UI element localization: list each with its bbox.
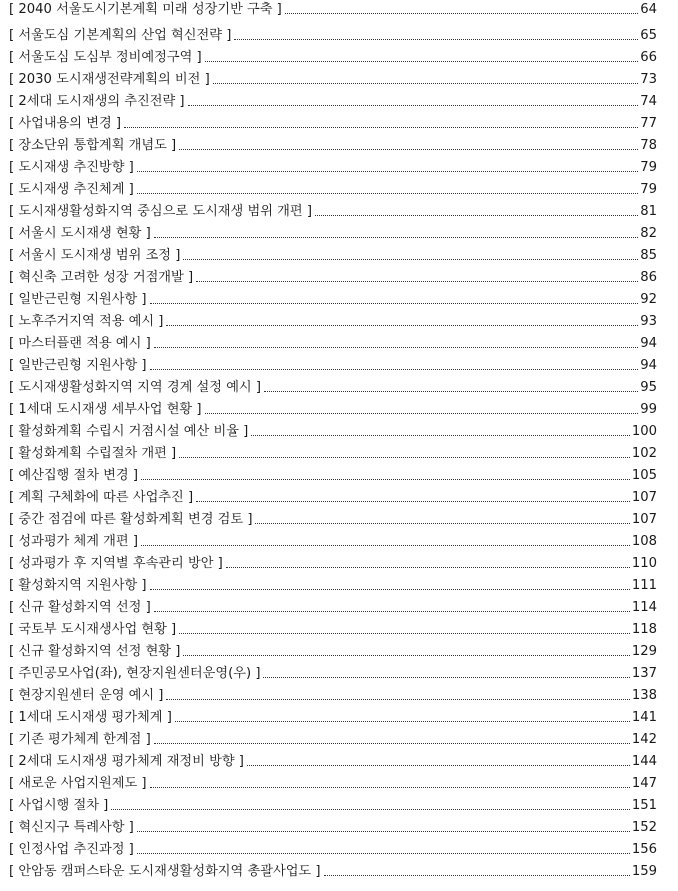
toc-entry[interactable] [9,794,657,816]
toc-entry-page-number: 151 [630,796,657,816]
toc-entry-page-number: 107 [630,510,657,530]
toc-entry-page-number: 105 [630,466,657,486]
dot-leader [175,721,630,722]
toc-entry-page-number: 94 [638,334,657,354]
toc-entry[interactable] [9,508,657,530]
dot-leader [150,303,639,304]
toc-entry-title: [ 활성화지역 지원사항 ] [9,576,150,596]
toc-entry[interactable] [9,574,657,596]
dot-leader [234,39,638,40]
toc-entry-title: [ 1세대 도시재생 세부사업 현황 ] [9,400,205,420]
figure-table-of-contents [9,2,657,882]
toc-entry-title: [ 2세대 도시재생 평가체계 재정비 방향 ] [9,752,247,772]
dot-leader [205,61,639,62]
dot-leader [154,611,630,612]
toc-entry-page-number: 108 [630,532,657,552]
toc-entry-title: [ 일반근린형 지원사항 ] [9,356,150,376]
toc-entry-title: [ 노후주거지역 적용 예시 ] [9,312,166,332]
toc-entry[interactable] [9,134,657,156]
toc-entry-title: [ 사업내용의 변경 ] [9,114,124,134]
toc-entry-title: [ 신규 활성화지역 선정 현황 ] [9,642,183,662]
toc-entry[interactable] [9,354,657,376]
toc-entry[interactable] [9,244,657,266]
toc-entry-title: [ 장소단위 통합계획 개념도 ] [9,136,179,156]
toc-entry-page-number: 95 [638,378,657,398]
dot-leader [205,413,639,414]
toc-entry[interactable] [9,156,657,178]
toc-entry-page-number: 92 [638,290,657,310]
toc-entry-title: [ 계획 구체화에 따른 사업추진 ] [9,488,196,508]
toc-entry[interactable] [9,772,657,794]
dot-leader [188,105,639,106]
toc-entry[interactable] [9,310,657,332]
toc-entry-page-number: 66 [638,48,657,68]
toc-entry-page-number: 111 [630,576,657,596]
toc-entry-page-number: 144 [630,752,657,772]
toc-entry-page-number: 94 [638,356,657,376]
toc-entry-title: [ 2세대 도시재생의 추진전략 ] [9,92,188,112]
toc-entry-title: [ 마스터플랜 적용 예시 ] [9,334,154,354]
dot-leader [166,325,638,326]
toc-entry[interactable] [9,486,657,508]
toc-entry[interactable] [9,684,657,706]
dot-leader [141,545,630,546]
toc-entry-page-number: 129 [630,642,657,662]
toc-entry-page-number: 159 [630,862,657,882]
toc-entry-title: [ 서울도심 도심부 정비예정구역 ] [9,48,205,68]
toc-entry-title: [ 국토부 도시재생사업 현황 ] [9,620,179,640]
toc-entry-title: [ 서울시 도시재생 현황 ] [9,224,154,244]
toc-entry-page-number: 107 [630,488,657,508]
toc-entry[interactable] [9,266,657,288]
toc-entry-title: [ 혁신축 고려한 성장 거점개발 ] [9,268,196,288]
toc-entry[interactable] [9,552,657,574]
toc-entry-title: [ 서울도심 기본계획의 산업 혁신전략 ] [9,26,234,46]
toc-entry-title: [ 기존 평가체계 한계점 ] [9,730,154,750]
toc-entry-page-number: 100 [630,422,657,442]
toc-entry[interactable] [9,112,657,134]
toc-entry-page-number: 79 [638,180,657,200]
toc-entry-page-number: 99 [638,400,657,420]
dot-leader [179,149,638,150]
toc-entry[interactable] [9,596,657,618]
toc-entry[interactable] [9,464,657,486]
toc-entry-page-number: 73 [638,70,657,90]
dot-leader [263,677,629,678]
dot-leader [154,347,639,348]
dot-leader [150,589,630,590]
toc-entry[interactable] [9,706,657,728]
toc-entry-page-number: 85 [638,246,657,266]
toc-entry[interactable] [9,200,657,222]
toc-entry-title: [ 2030 도시재생전략계획의 비전 ] [9,70,213,90]
toc-entry-title: [ 성과평가 체계 개편 ] [9,532,141,552]
toc-entry-title: [ 활성화계획 수립시 거점시설 예산 비율 ] [9,422,251,442]
dot-leader [324,875,630,876]
toc-entry-title: [ 도시재생 추진체계 ] [9,180,137,200]
toc-entry-page-number: 78 [638,136,657,156]
toc-entry-page-number: 81 [638,202,657,222]
toc-entry-page-number: 147 [630,774,657,794]
toc-entry[interactable] [9,442,657,464]
toc-entry-page-number: 156 [630,840,657,860]
toc-entry-page-number: 74 [638,92,657,112]
toc-entry[interactable] [9,816,657,838]
toc-entry-page-number: 137 [630,664,657,684]
toc-entry-title: [ 안암동 캠퍼스타운 도시재생활성화지역 총괄사업도 ] [9,862,324,882]
toc-entry-title: [ 도시재생활성화지역 중심으로 도시재생 범위 개편 ] [9,202,315,222]
toc-entry-page-number: 93 [638,312,657,332]
toc-entry-title: [ 도시재생활성화지역 지역 경계 설정 예시 ] [9,378,264,398]
toc-entry[interactable] [9,618,657,640]
dot-leader [154,237,639,238]
toc-entry[interactable] [9,332,657,354]
toc-entry-title: [ 활성화계획 수립절차 개편 ] [9,444,179,464]
dot-leader [137,171,638,172]
toc-entry-title: [ 예산집행 절차 변경 ] [9,466,141,486]
dot-leader [213,83,638,84]
toc-entry[interactable] [9,2,657,24]
toc-entry-title: [ 혁신지구 특례사항 ] [9,818,137,838]
toc-entry-title: [ 도시재생 추진방향 ] [9,158,137,178]
toc-entry[interactable] [9,178,657,200]
toc-entry-title: [ 사업시행 절차 ] [9,796,111,816]
toc-entry-page-number: 138 [630,686,657,706]
toc-entry-title: [ 성과평가 후 지역별 후속관리 방안 ] [9,554,226,574]
toc-entry-page-number: 77 [638,114,657,134]
toc-entry[interactable] [9,728,657,750]
dot-leader [226,567,630,568]
toc-entry-title: [ 새로운 사업지원제도 ] [9,774,150,794]
dot-leader [154,743,630,744]
toc-entry-page-number: 152 [630,818,657,838]
toc-entry-page-number: 142 [630,730,657,750]
toc-entry-title: [ 주민공모사업(좌), 현장지원센터운영(우) ] [9,664,263,684]
toc-entry[interactable] [9,838,657,860]
dot-leader [196,281,638,282]
dot-leader [150,369,639,370]
toc-entry[interactable] [9,640,657,662]
toc-entry[interactable] [9,398,657,420]
toc-entry[interactable] [9,24,657,46]
dot-leader [137,193,638,194]
dot-leader [179,633,630,634]
toc-entry-page-number: 118 [630,620,657,640]
dot-leader [196,501,630,502]
dot-leader [137,853,630,854]
dot-leader [264,391,638,392]
toc-entry[interactable] [9,750,657,772]
toc-entry-page-number: 110 [630,554,657,574]
dot-leader [166,699,629,700]
toc-entry[interactable] [9,288,657,310]
toc-entry[interactable] [9,662,657,684]
dot-leader [315,215,638,216]
dot-leader [255,523,629,524]
toc-entry-title: [ 현장지원센터 운영 예시 ] [9,686,166,706]
toc-entry[interactable] [9,46,657,68]
toc-entry[interactable] [9,376,657,398]
dot-leader [285,13,638,14]
toc-entry-page-number: 65 [638,26,657,46]
dot-leader [179,457,630,458]
dot-leader [251,435,630,436]
toc-entry-title: [ 2040 서울도시기본계획 미래 성장기반 구축 ] [9,0,285,20]
toc-entry[interactable] [9,68,657,90]
toc-entry-page-number: 64 [638,0,657,20]
toc-entry-title: [ 1세대 도시재생 평가체계 ] [9,708,175,728]
toc-entry[interactable] [9,530,657,552]
dot-leader [111,809,630,810]
toc-entry-page-number: 114 [630,598,657,618]
toc-entry-title: [ 서울시 도시재생 범위 조정 ] [9,246,183,266]
toc-entry[interactable] [9,90,657,112]
dot-leader [150,787,630,788]
toc-entry[interactable] [9,420,657,442]
toc-entry-page-number: 141 [630,708,657,728]
toc-entry[interactable] [9,860,657,882]
dot-leader [183,259,638,260]
toc-entry-title: [ 일반근린형 지원사항 ] [9,290,150,310]
dot-leader [137,831,630,832]
dot-leader [247,765,630,766]
dot-leader [124,127,638,128]
toc-entry-title: [ 신규 활성화지역 선정 ] [9,598,154,618]
dot-leader [141,479,630,480]
toc-entry-title: [ 인정사업 추진과정 ] [9,840,137,860]
toc-entry[interactable] [9,222,657,244]
toc-entry-page-number: 79 [638,158,657,178]
dot-leader [183,655,629,656]
toc-entry-page-number: 82 [638,224,657,244]
toc-entry-title: [ 중간 점검에 따른 활성화계획 변경 검토 ] [9,510,255,530]
toc-entry-page-number: 102 [630,444,657,464]
toc-entry-page-number: 86 [638,268,657,288]
